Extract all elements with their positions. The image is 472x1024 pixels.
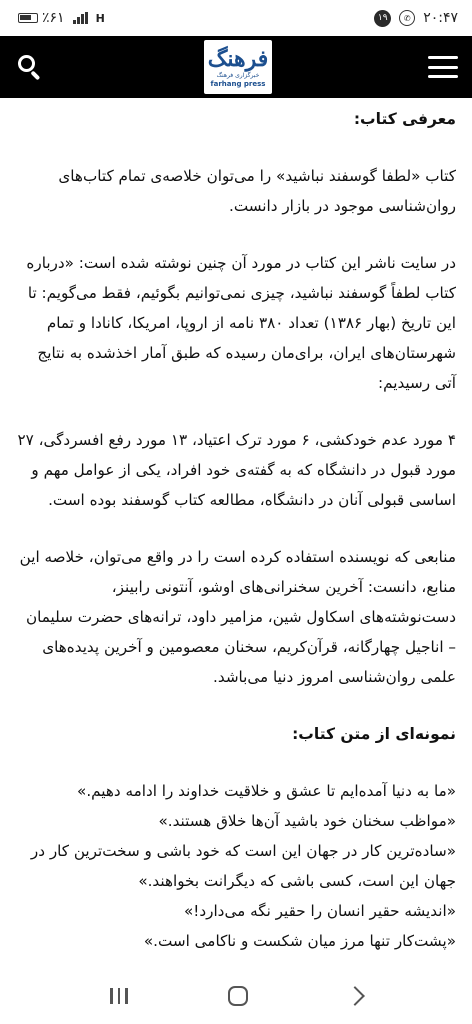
quote-item: «مواظب سخنان خود باشید آن‌ها خلاق هستند.» xyxy=(158,812,456,830)
paragraph: در سایت ناشر این کتاب در مورد آن چنین نوشته شده است: «درباره کتاب لطفاً گوسفند نباشید، چیزی نمی‌توانیم بگوئیم، فقط می‌گویم: تا این تاریخ (بهار ۱۳۸۶) تعداد ۳۸۰ نامه از اروپا، امریکا، کانادا و تمام شهرستان‌های ایران، برای‌مان رسیده که طبق آمار اخذشده به نتایج آتی رسیدیم: xyxy=(26,254,456,392)
hamburger-menu-icon[interactable] xyxy=(428,56,458,78)
home-icon[interactable] xyxy=(228,986,248,1006)
logo-mark: فرهنگ xyxy=(207,45,269,72)
status-left xyxy=(18,10,105,26)
quote-item: «ما به دنیا آمده‌ایم تا عشق و خلاقیت خداوند را ادامه دهیم.» xyxy=(77,782,456,800)
search-icon[interactable] xyxy=(16,53,44,81)
status-bar xyxy=(0,0,472,36)
app-header xyxy=(0,36,472,98)
heading-book-intro: معرفی کتاب: xyxy=(353,110,456,128)
logo-subtitle: خبرگزاری فرهنگ xyxy=(216,71,260,79)
battery-indicator xyxy=(18,10,65,26)
whatsapp-icon: ✆ xyxy=(399,10,415,26)
paragraph: منابعی که نویسنده استفاده کرده است را در واقع می‌توان، خلاصه این منابع، دانست: آخرین سخنرانی‌های اوشو، آنتونی رابینز، دست‌نوشته‌های اسکاول شین، مزامیر داود، ترانه‌های حضرت سلیمان – اناجیل چهارگانه، قرآن‌کریم، سخنان معصومین و آخرین پدیده‌های علمی روان‌شناسی امروز دنیا می‌باشد. xyxy=(19,548,456,686)
battery-icon xyxy=(18,13,38,23)
site-logo[interactable] xyxy=(204,40,272,94)
system-nav-bar xyxy=(0,968,472,1024)
logo-press-text: farhang press xyxy=(210,79,266,88)
paragraph: ۴ مورد عدم خودکشی، ۶ مورد ترک اعتیاد، ۱۳ مورد رفع افسردگی، ۲۷ مورد قبول در دانشگاه که به گفته‌ی خود افراد، یکی از عوامل مهم و اساسی قبولی آنان در دانشگاه، مطالعه کتاب گوسفند بوده است. xyxy=(17,431,456,509)
quote-item: «ساده‌ترین کار در جهان این است که خود باشی و سخت‌ترین کار در جهان این است، کسی باشی که دیگرانت بخواهند.» xyxy=(30,842,456,890)
notification-badge: ۱۹ xyxy=(374,10,391,27)
network-type: H xyxy=(95,11,105,25)
recent-apps-icon[interactable] xyxy=(110,987,128,1005)
paragraph: کتاب «لطفا گوسفند نباشید» را می‌توان خلاصه‌ی تمام کتاب‌های روان‌شناسی موجود در بازار دانست. xyxy=(58,167,456,215)
back-icon[interactable] xyxy=(345,986,365,1006)
quote-item: «پشت‌کار تنها مرز میان شکست و ناکامی است.» xyxy=(143,932,456,950)
signal-icon xyxy=(73,12,88,24)
article-body xyxy=(0,98,472,968)
status-right xyxy=(374,10,458,27)
quote-item: «اندیشه حقیر انسان را حقیر نگه می‌دارد!» xyxy=(183,902,456,920)
status-time: ۲۰:۴۷ xyxy=(423,10,458,26)
quote-list xyxy=(16,776,456,956)
heading-book-sample: نمونه‌ای از متن کتاب: xyxy=(292,725,456,743)
battery-level: ٪۶۱ xyxy=(42,10,65,26)
